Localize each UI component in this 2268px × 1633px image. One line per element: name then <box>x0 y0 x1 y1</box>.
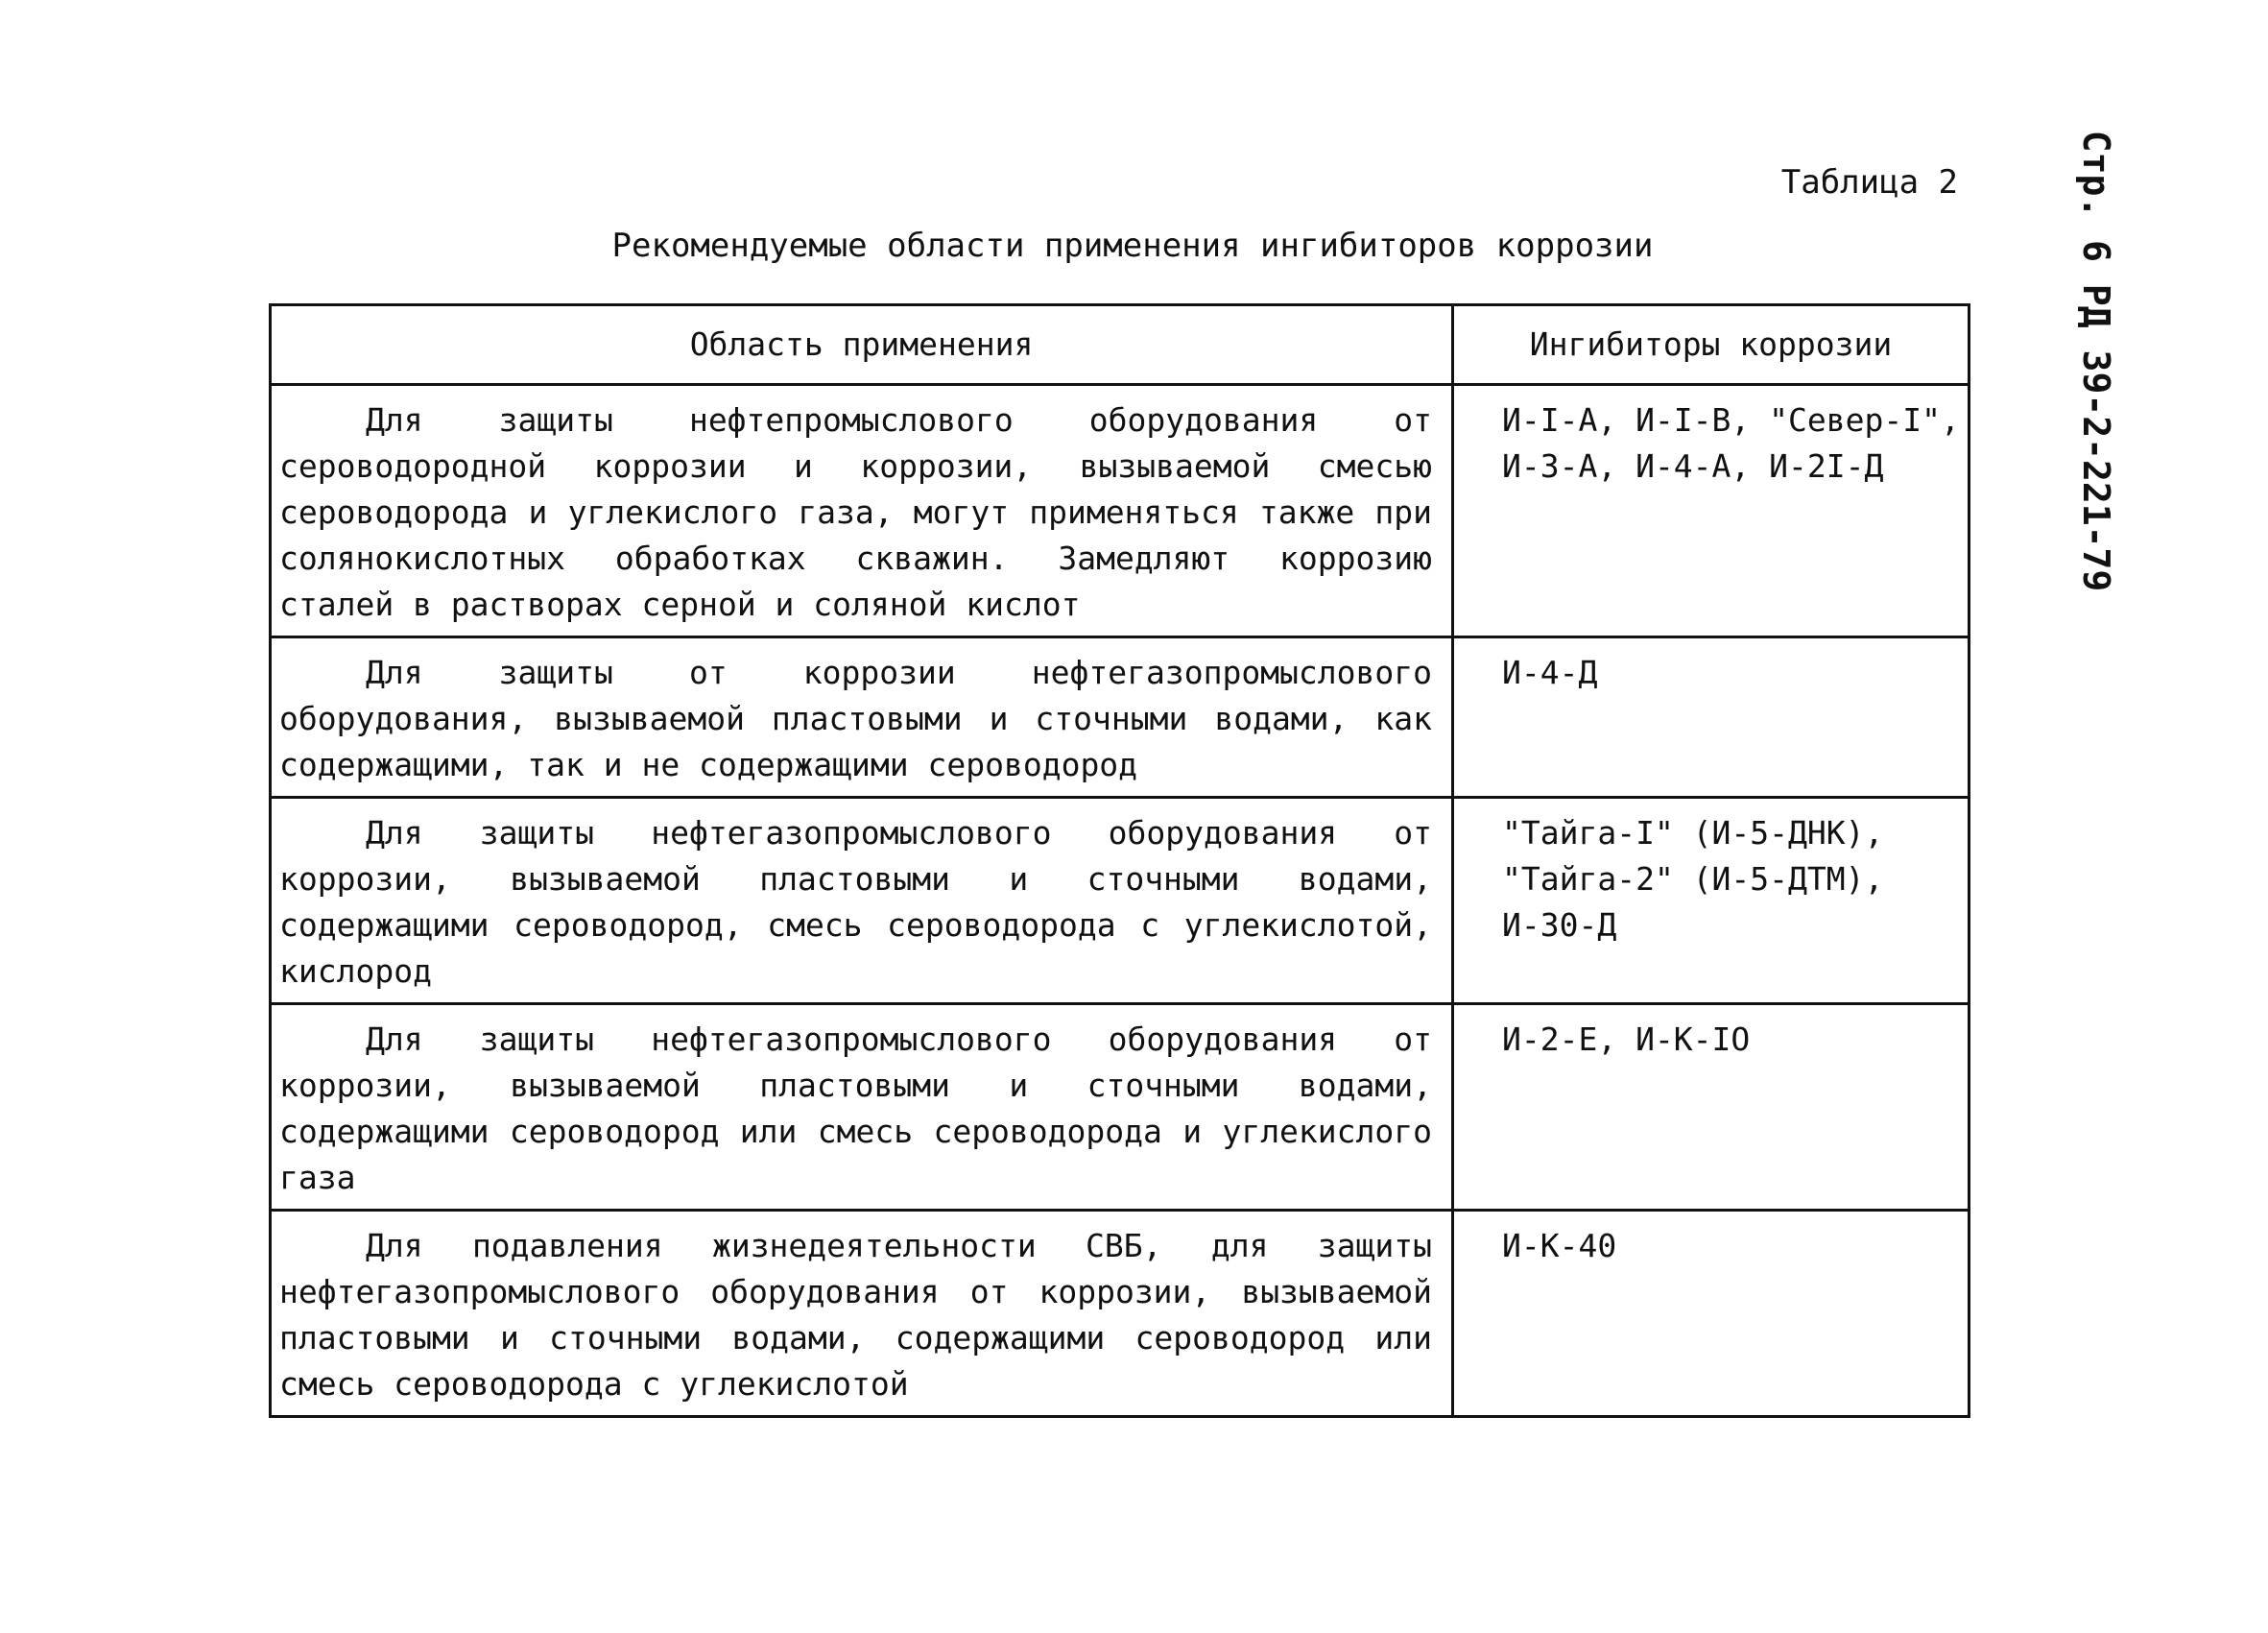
inhibitors-cell <box>1453 798 1970 1004</box>
inhibitors-table <box>269 303 1970 1418</box>
area-cell: Для защиты нефтегазопромыслового оборудования от коррозии, вызываемой пластовыми и сточными водами, содержащими сероводород, смесь сероводорода с углекислотой, кислород <box>271 798 1453 1004</box>
inhibitor-line: "Тайга-2" (И-5-ДТМ), <box>1502 860 1884 898</box>
inhibitor-line: И-К-40 <box>1502 1227 1617 1264</box>
inhibitor-line: И-2-Е, И-К-IO <box>1502 1021 1751 1058</box>
inhibitors-cell <box>1453 1211 1970 1417</box>
table-row <box>271 798 1970 1004</box>
page-reference-text: Стр. 6 РД 39-2-221-79 <box>2075 130 2117 592</box>
inhibitor-line: И-4-Д <box>1502 654 1598 691</box>
inhibitors-cell <box>1453 385 1970 637</box>
table-row <box>271 1211 1970 1417</box>
area-cell: Для защиты нефтепромыслового оборудования от сероводородной коррозии и коррозии, вызываемой смесью сероводорода и углекислого газа, могут применяться также при солянокислотных обработках скважин. Замедляют коррозию сталей в растворах серной и соляной кислот <box>271 385 1453 637</box>
inhibitors-cell <box>1453 1004 1970 1211</box>
column-header-inhibitors: Ингибиторы коррозии <box>1453 305 1970 385</box>
table-row <box>271 385 1970 637</box>
table-header-row <box>271 305 1970 385</box>
inhibitor-line: И-I-А, И-I-В, "Север-I", <box>1502 401 1960 439</box>
area-cell: Для защиты нефтегазопромыслового оборудования от коррозии, вызываемой пластовыми и сточными водами, содержащими сероводород или смесь сероводорода и углекислого газа <box>271 1004 1453 1211</box>
inhibitors-cell <box>1453 637 1970 798</box>
table-row <box>271 637 1970 798</box>
column-header-area: Область применения <box>271 305 1453 385</box>
table-row <box>271 1004 1970 1211</box>
inhibitor-line: И-3-А, И-4-А, И-2I-Д <box>1502 447 1884 485</box>
area-cell: Для подавления жизнедеятельности СВБ, для защиты нефтегазопромыслового оборудования от коррозии, вызываемой пластовыми и сточными водами, содержащими сероводород или смесь сероводорода с углекислотой <box>271 1211 1453 1417</box>
table-title: Рекомендуемые области применения ингибиторов коррозии <box>611 227 1654 265</box>
area-cell: Для защиты от коррозии нефтегазопромыслового оборудования, вызываемой пластовыми и сточными водами, как содержащими, так и не содержащими сероводород <box>271 637 1453 798</box>
inhibitor-line: И-30-Д <box>1502 906 1617 944</box>
table-number-label: Таблица 2 <box>1780 163 1958 202</box>
inhibitor-line: "Тайга-I" (И-5-ДНК), <box>1502 814 1884 852</box>
